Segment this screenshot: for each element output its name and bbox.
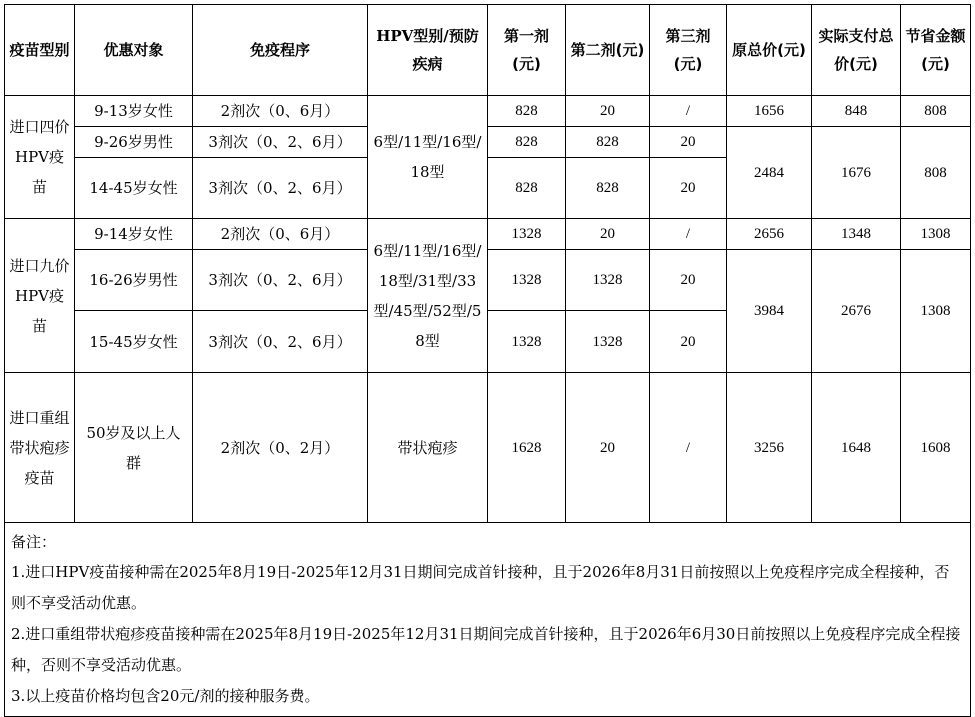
target-cell: 9-14岁女性 xyxy=(75,219,193,250)
table-row xyxy=(5,127,971,158)
dose3-cell: 20 xyxy=(650,250,727,311)
savings-cell: 1608 xyxy=(901,373,971,523)
vaccine-name-cell: 进口四价HPV疫苗 xyxy=(5,96,75,219)
disease-cell: 带状疱疹 xyxy=(368,373,488,523)
disease-cell: 6型/11型/16型/18型 xyxy=(368,96,488,219)
dose1-cell: 1328 xyxy=(488,219,566,250)
dose1-cell: 1328 xyxy=(488,250,566,311)
actual-total-cell: 1348 xyxy=(812,219,901,250)
header-dose2: 第二剂(元) xyxy=(566,5,650,96)
header-savings: 节省金额(元) xyxy=(901,5,971,96)
vaccine-name-cell: 进口重组带状疱疹疫苗 xyxy=(5,373,75,523)
header-vaccine-type: 疫苗型别 xyxy=(5,5,75,96)
header-target: 优惠对象 xyxy=(75,5,193,96)
actual-total-cell: 2676 xyxy=(812,250,901,373)
header-schedule: 免疫程序 xyxy=(193,5,368,96)
dose1-cell: 1628 xyxy=(488,373,566,523)
dose2-cell: 20 xyxy=(566,373,650,523)
schedule-cell: 3剂次（0、2、6月） xyxy=(193,250,368,311)
target-cell: 14-45岁女性 xyxy=(75,158,193,219)
original-total-cell: 3256 xyxy=(727,373,812,523)
header-hpv-type: HPV型别/预防疾病 xyxy=(368,5,488,96)
target-cell: 16-26岁男性 xyxy=(75,250,193,311)
target-cell: 9-26岁男性 xyxy=(75,127,193,158)
header-actual-total: 实际支付总价(元) xyxy=(812,5,901,96)
schedule-cell: 2剂次（0、6月） xyxy=(193,96,368,127)
table-row xyxy=(5,219,971,250)
dose2-cell: 828 xyxy=(566,127,650,158)
dose3-cell: 20 xyxy=(650,158,727,219)
header-row xyxy=(5,5,971,96)
vaccine-name-cell: 进口九价HPV疫苗 xyxy=(5,219,75,373)
schedule-cell: 3剂次（0、2、6月） xyxy=(193,311,368,373)
savings-cell: 1308 xyxy=(901,219,971,250)
dose2-cell: 1328 xyxy=(566,311,650,373)
table-row xyxy=(5,96,971,127)
dose1-cell: 828 xyxy=(488,127,566,158)
original-total-cell: 3984 xyxy=(727,250,812,373)
vaccine-price-table xyxy=(4,4,971,717)
savings-cell: 808 xyxy=(901,96,971,127)
dose3-cell: / xyxy=(650,219,727,250)
notes-cell xyxy=(5,523,971,717)
actual-total-cell: 1648 xyxy=(812,373,901,523)
table-row xyxy=(5,373,971,523)
dose2-cell: 1328 xyxy=(566,250,650,311)
note-item: 2.进口重组带状疱疹疫苗接种需在2025年8月19日-2025年12月31日期间完成首针接种，且于2026年6月30日前按照以上免疫程序完成全程接种，否则不享受活动优惠。 xyxy=(11,625,961,674)
actual-total-cell: 1676 xyxy=(812,127,901,219)
target-cell: 15-45岁女性 xyxy=(75,311,193,373)
dose3-cell: 20 xyxy=(650,311,727,373)
dose1-cell: 1328 xyxy=(488,311,566,373)
dose1-cell: 828 xyxy=(488,158,566,219)
price-table-document xyxy=(4,4,972,708)
schedule-cell: 3剂次（0、2、6月） xyxy=(193,127,368,158)
note-item: 3.以上疫苗价格均包含20元/剂的接种服务费。 xyxy=(11,687,320,705)
dose2-cell: 20 xyxy=(566,96,650,127)
notes-title: 备注： xyxy=(11,533,57,551)
disease-cell: 6型/11型/16型/18型/31型/33型/45型/52型/58型 xyxy=(368,219,488,373)
schedule-cell: 2剂次（0、2月） xyxy=(193,373,368,523)
savings-cell: 808 xyxy=(901,127,971,219)
schedule-cell: 2剂次（0、6月） xyxy=(193,219,368,250)
savings-cell: 1308 xyxy=(901,250,971,373)
original-total-cell: 1656 xyxy=(727,96,812,127)
original-total-cell: 2656 xyxy=(727,219,812,250)
header-dose3: 第三剂(元) xyxy=(650,5,727,96)
header-dose1: 第一剂(元) xyxy=(488,5,566,96)
target-cell: 9-13岁女性 xyxy=(75,96,193,127)
dose2-cell: 828 xyxy=(566,158,650,219)
table-row xyxy=(5,250,971,311)
dose2-cell: 20 xyxy=(566,219,650,250)
dose3-cell: / xyxy=(650,96,727,127)
actual-total-cell: 848 xyxy=(812,96,901,127)
note-item: 1.进口HPV疫苗接种需在2025年8月19日-2025年12月31日期间完成首针接种，且于2026年8月31日前按照以上免疫程序完成全程接种，否则不享受活动优惠。 xyxy=(11,563,950,612)
dose3-cell: 20 xyxy=(650,127,727,158)
original-total-cell: 2484 xyxy=(727,127,812,219)
notes-row xyxy=(5,523,971,717)
dose3-cell: / xyxy=(650,373,727,523)
target-cell: 50岁及以上人群 xyxy=(75,373,193,523)
schedule-cell: 3剂次（0、2、6月） xyxy=(193,158,368,219)
header-original-total: 原总价(元) xyxy=(727,5,812,96)
dose1-cell: 828 xyxy=(488,96,566,127)
